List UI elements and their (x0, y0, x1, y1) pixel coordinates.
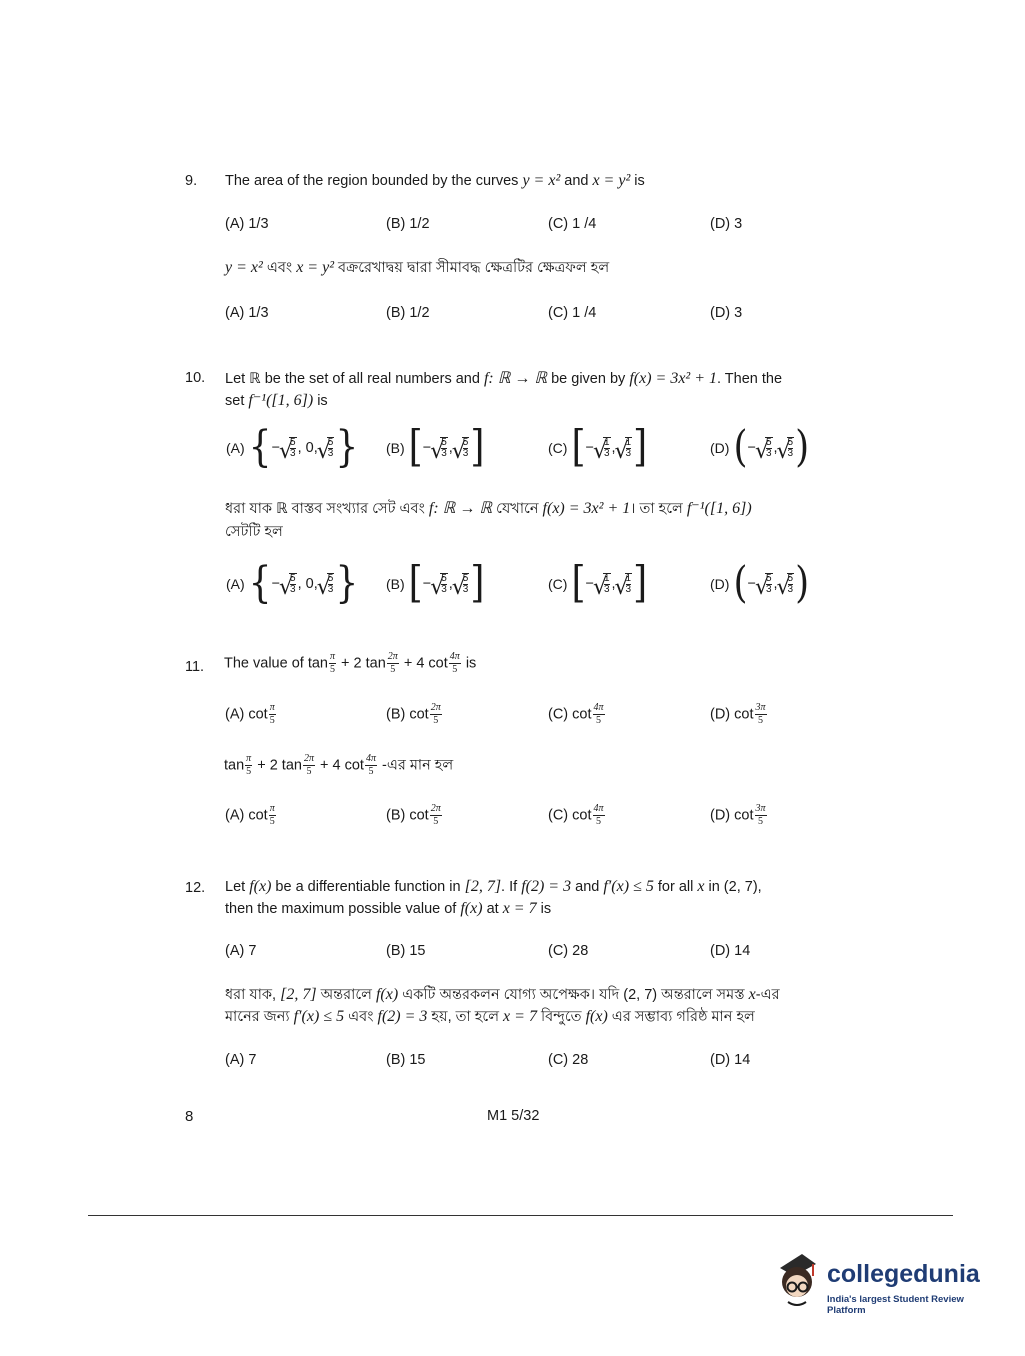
question-number: 10. (185, 370, 206, 386)
option-d-bengali: (D) ( − √ $\frac{5}{3}$ , √ $\frac{5}{3}$ ) (710, 566, 809, 602)
question-text-bengali: tan $\frac{\pi}{5}$ + 2 tan $\frac{2\pi}{5}$ + 4 cot $\frac{4\pi}{5}$ -এর মান হল (224, 753, 454, 777)
option-c-bengali: (C) cot $\frac{4\pi}{5}$ (548, 803, 604, 827)
divider-line (88, 1215, 953, 1216)
option-d: (D) cot $\frac{3\pi}{5}$ (710, 702, 766, 726)
question-text-line-2: then the maximum possible value of f(x) at x = 7 is (225, 900, 552, 917)
question-text: The value of tan $\frac{\pi}{5}$ + 2 tan $\frac{2\pi}{5}$ + 4 cot $\frac{4\pi}{5}$ is (224, 651, 477, 675)
question-text-bengali-line-1: ধরা যাক, [2, 7] অন্তরালে f(x) একটি অন্তরকলন যোগ্য অপেক্ষক। যদি (2, 7) অন্তরালে সমস্ত x-এর (225, 986, 780, 1003)
option-c-bengali: (C) 28 (548, 1052, 589, 1068)
option-d-bengali: (D) cot $\frac{3\pi}{5}$ (710, 803, 766, 827)
option-d: (D) 3 (710, 216, 743, 232)
option-b-bengali: (B) [ − √ $\frac{5}{3}$ , √ $\frac{5}{3}$ ] (386, 566, 484, 602)
collegedunia-logo (772, 1250, 992, 1315)
question-number: 11. (185, 659, 205, 675)
left-brace: { (248, 422, 272, 472)
option-a: (A) cot $\frac{\pi}{5}$ (225, 702, 275, 726)
option-c-bengali: (C) 1 /4 (548, 305, 597, 321)
option-d-bengali: (D) 3 (710, 305, 743, 321)
mascot-icon (772, 1250, 824, 1310)
option-b-bengali: (B) 1/2 (386, 305, 430, 321)
option-d: (D) 14 (710, 943, 751, 959)
question-text-line-1: Let f(x) be a differentiable function in [2, 7]. If f(2) = 3 and f′(x) ≤ 5 for all x in (2, 7), (225, 878, 762, 895)
option-b: (B) 1/2 (386, 216, 430, 232)
brand-tagline: India's largest Student Review Platform (827, 1294, 964, 1316)
option-d: (D) ( − √ $\frac{5}{3}$ , √ $\frac{5}{3}$ ) (710, 430, 809, 466)
option-c-bengali: (C) [ − √ $\frac{1}{3}$ , √ $\frac{1}{3}$ ] (548, 566, 647, 602)
option-b-bengali: (B) cot $\frac{2\pi}{5}$ (386, 803, 441, 827)
option-b: (B) cot $\frac{2\pi}{5}$ (386, 702, 441, 726)
option-c: (C) cot $\frac{4\pi}{5}$ (548, 702, 604, 726)
option-a-bengali: (A) 1/3 (225, 305, 269, 321)
option-b: (B) [ − √ $\frac{5}{3}$ , √ $\frac{5}{3}$ ] (386, 430, 484, 466)
question-text-line-2: set f⁻¹([1, 6]) is (225, 392, 328, 409)
question-text-line-1: Let ℝ be the set of all real numbers and f: ℝ → ℝ be given by f(x) = 3x² + 1. Then the (225, 370, 783, 387)
question-text-bengali-line-2: সেটটি হল (225, 524, 283, 540)
option-d-bengali: (D) 14 (710, 1052, 751, 1068)
question-text-bengali: y = x² এবং x = y² বক্ররেখাদ্বয় দ্বারা সীমাবদ্ধ ক্ষেত্রটির ক্ষেত্রফল হল (225, 259, 610, 276)
option-a-bengali: (A) { − √ $\frac{5}{3}$ , 0, √ $\frac{5}{3}$ } (226, 566, 358, 602)
option-a: (A) 1/3 (225, 216, 269, 232)
question-text: The area of the region bounded by the curves y = x² and x = y² is (225, 172, 645, 189)
option-c: (C) 28 (548, 943, 589, 959)
option-c: (C) 1 /4 (548, 216, 597, 232)
option-c: (C) [ − √ $\frac{1}{3}$ , √ $\frac{1}{3}$ ] (548, 430, 647, 466)
option-a: (A) 7 (225, 943, 257, 959)
option-a-bengali: (A) cot $\frac{\pi}{5}$ (225, 803, 275, 827)
question-text-bengali-line-1: ধরা যাক ℝ বাস্তব সংখ্যার সেট এবং f: ℝ → ℝ যেখানে f(x) = 3x² + 1। তা হলে f⁻¹([1, 6]) (225, 500, 752, 517)
brand-name: collegedunia (827, 1260, 980, 1288)
question-number: 9. (185, 173, 198, 189)
page-code: M1 5/32 (487, 1108, 540, 1124)
option-a-bengali: (A) 7 (225, 1052, 257, 1068)
question-text-bengali-line-2: মানের জন্য f′(x) ≤ 5 এবং f(2) = 3 হয়, তা হলে x = 7 বিন্দুতে f(x) এর সম্ভাব্য গরিষ্ঠ মান হল (225, 1008, 755, 1025)
question-number: 12. (185, 880, 206, 896)
option-a: (A) { − √ $\frac{5}{3}$ , 0, √ $\frac{5}{3}$ } (226, 430, 358, 466)
option-b-bengali: (B) 15 (386, 1052, 426, 1068)
right-brace: } (335, 422, 359, 472)
option-b: (B) 15 (386, 943, 426, 959)
page-mark: 8 (185, 1108, 194, 1125)
